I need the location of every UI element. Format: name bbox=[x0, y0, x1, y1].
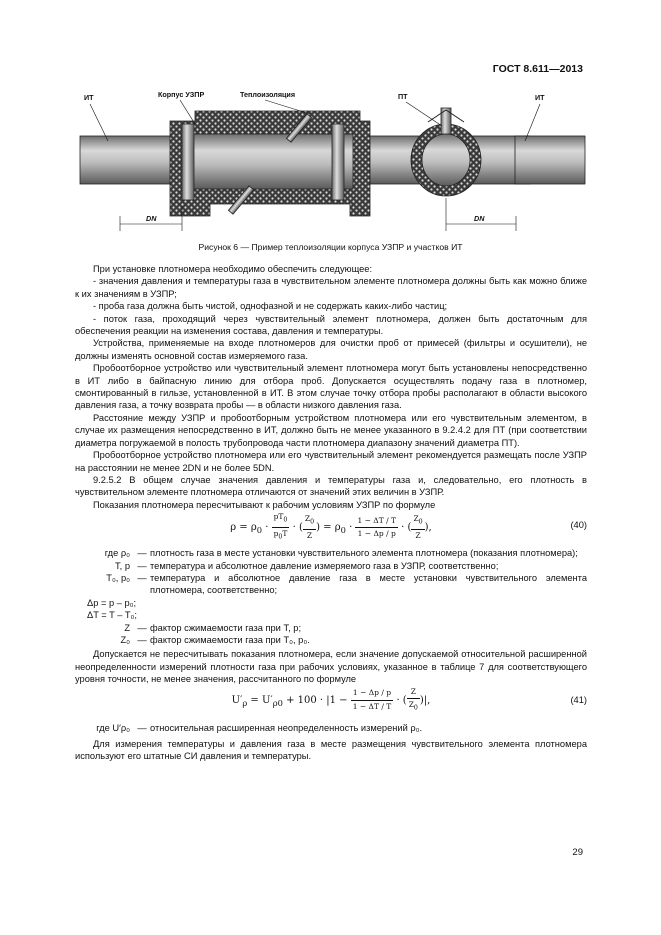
page-number: 29 bbox=[572, 847, 583, 858]
definition-row bbox=[75, 634, 587, 646]
standard-header: ГОСТ 8.611—2013 bbox=[492, 63, 583, 75]
definition-row bbox=[75, 560, 587, 572]
paragraph: Расстояние между УЗПР и пробоотборным устройством плотномера или его чувствительным элементом, в случае их размещения непосредственно в ИТ, должно быть не менее указанного в 9.2.4.2 для ПТ (при соответствии диаметра погружаемой в полость трубопровода части плотномера диапазону значений диаметра ПТ). bbox=[75, 412, 587, 448]
paragraph: Показания плотномера пересчитывают к рабочим условиям УЗПР по формуле bbox=[93, 499, 436, 510]
paragraph: - значения давления и температуры газа в чувствительном элементе плотномера должны быть как можно ближе к их значениям в УЗПР; bbox=[75, 276, 587, 299]
definition-text: относительная расширенная неопределенность измерений ρ₀. bbox=[150, 722, 423, 733]
formula-41 bbox=[75, 686, 587, 720]
right-flange bbox=[332, 124, 344, 200]
paragraph: 9.2.5.2 В общем случае значения давления и температуры газа и, следовательно, его плотность в чувствительном элементе плотномера отличаются от значений этих величин в УЗПР. bbox=[75, 474, 587, 498]
definition-symbol: где ρ₀ bbox=[104, 548, 130, 559]
definition-text: температура и абсолютное давление измеряемого газа в УЗПР, соответственно; bbox=[150, 560, 499, 571]
definition-row bbox=[75, 722, 587, 734]
meter-housing bbox=[188, 134, 353, 189]
label-pt: ПТ bbox=[398, 92, 408, 101]
label-dn-right: DN bbox=[474, 214, 485, 223]
definition-symbol: Z bbox=[124, 622, 130, 633]
delta-p-line: Δp = p – p₀; bbox=[87, 597, 137, 608]
definition-dash: — bbox=[137, 548, 147, 559]
paragraph: Устройства, применяемые на входе плотномеров для очистки проб от примесей (фильтры и осушители), не должны изменять основной состав измеряемого газа. bbox=[75, 338, 587, 361]
definition-text: фактор сжимаемости газа при T, p; bbox=[150, 622, 302, 633]
formula-41-expression: $U'_\rho = U'_{\rho 0} + 100 \cdot |1$ − $\frac{1 - \Delta p / p}{1 - \Delta T / T}$ · ( $\frac{Z}{Z_0}$ )|, bbox=[231, 686, 431, 712]
formula-41-number: (41) bbox=[570, 694, 587, 705]
definition-text: температура и абсолютное давление газа в месте установки чувствительного элемента плотномера, соответственно; bbox=[150, 572, 587, 596]
left-flange bbox=[182, 124, 194, 200]
label-teplo: Теплоизоляция bbox=[240, 90, 296, 99]
paragraph: Пробоотборное устройство плотномера или его чувствительный элемент рекомендуется размещать после УЗПР на расстоянии не менее 2DN и не более 5DN. bbox=[75, 450, 587, 473]
definition-dash: — bbox=[137, 634, 147, 645]
label-dn-left: DN bbox=[146, 214, 157, 223]
paragraph: Допускается не пересчитывать показания плотномера, если значение допускаемой относительной расширенной неопределенности измерений плотности газа при рабочих условиях, указанное в таблице 7 для соответствующего уровня точности, не менее значения, рассчитанного по формуле bbox=[75, 649, 587, 685]
pipe-insulation-figure bbox=[70, 86, 592, 236]
definition-text: фактор сжимаемости газа при T₀, p₀. bbox=[150, 634, 310, 645]
paragraph: Для измерения температуры и давления газа в месте размещения чувствительного элемента плотномера используют его штатные СИ давления и температуры. bbox=[75, 739, 587, 762]
figure-caption: Рисунок 6 — Пример теплоизоляции корпуса УЗПР и участков ИТ bbox=[198, 242, 463, 252]
paragraph: Пробоотборное устройство или чувствительный элемент плотномера могут быть установлены непосредственно в ИТ либо в байпасную линию для отбора проб. Допускается осуществлять подачу газа в плотномер, смонтированный в гильзе, установленной в ИТ. В этом случае точку отбора пробы располагают в области высокого давления газа, а точку возврата пробы — в области низкого давления газа. bbox=[75, 363, 587, 411]
delta-t-line: ΔT = T – T₀; bbox=[87, 610, 137, 621]
formula-40 bbox=[75, 511, 587, 545]
definition-dash: — bbox=[137, 622, 147, 633]
definition-row bbox=[75, 572, 587, 597]
definition-row bbox=[75, 622, 587, 634]
right-pipe bbox=[515, 136, 585, 184]
body-text bbox=[75, 263, 587, 763]
formula-40-expression: $\rho = \rho_0$ · $\frac{pT_0}{p_0T}$ · ( $\frac{Z_0}{Z}$ ) = $\rho_0$ · $\frac{1 - \Delta T / T}{1 - \Delta p / p}$ · ( $\frac{Z_0}{Z}$ ), bbox=[230, 512, 432, 541]
label-it-left: ИТ bbox=[84, 93, 94, 102]
definition-symbol: T₀, p₀ bbox=[106, 572, 130, 583]
pt-bulge bbox=[422, 134, 470, 186]
definition-text: плотность газа в месте установки чувствительного элемента плотномера (показания плотномера); bbox=[150, 548, 578, 559]
definition-symbol: T, p bbox=[115, 560, 130, 571]
formula-40-number: (40) bbox=[570, 520, 587, 531]
paragraph: При установке плотномера необходимо обеспечить следующее: bbox=[93, 264, 373, 274]
label-korpus: Корпус УЗПР bbox=[158, 90, 205, 99]
definition-dash: — bbox=[137, 572, 147, 583]
left-pipe bbox=[80, 136, 185, 184]
definition-dash: — bbox=[137, 560, 147, 571]
definition-dash: — bbox=[137, 722, 147, 733]
definition-symbol: где U′ρ₀ bbox=[96, 722, 130, 733]
definitions-40 bbox=[75, 547, 587, 646]
paragraph: - проба газа должна быть чистой, однофазной и не содержать каких-либо частиц; bbox=[93, 301, 448, 312]
definition-symbol: Z₀ bbox=[120, 634, 130, 645]
paragraph: - поток газа, проходящий через чувствительный элемент плотномера, должен быть достаточным для обеспечения реакции на изменения состава, давления и температуры. bbox=[75, 313, 587, 337]
label-it-right: ИТ bbox=[535, 93, 545, 102]
definition-row bbox=[75, 547, 587, 559]
